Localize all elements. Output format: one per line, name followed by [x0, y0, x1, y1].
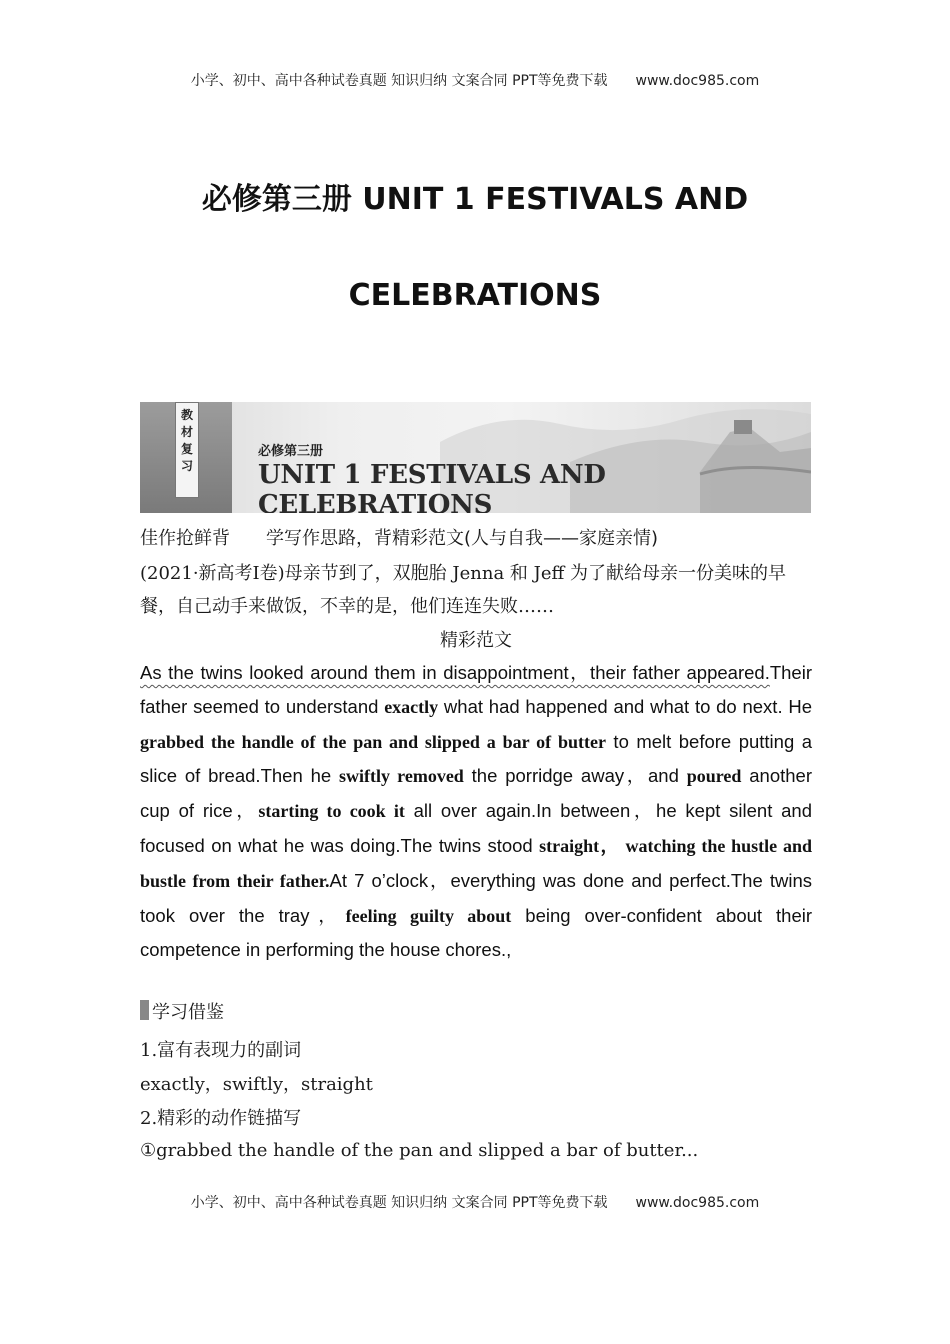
- essay-highlight: grabbed the handle of the pan and slipped a bar of butter: [140, 731, 606, 752]
- essay-text: another cup of rice，: [140, 765, 812, 822]
- learn-item-1-words: exactly，swiftly，straight: [140, 1074, 373, 1095]
- page-title-line-2: CELEBRATIONS: [348, 278, 602, 313]
- intro-line-1: (2021·新高考Ⅰ卷)母亲节到了，双胞胎 Jenna 和 Jeff 为了献给母亲一份美味的早: [140, 563, 787, 584]
- essay-highlight: swiftly removed: [338, 766, 464, 787]
- intro-label-line: [140, 524, 812, 550]
- essay-text: the porridge away，and: [463, 765, 687, 787]
- banner-tab-char: 复: [180, 442, 193, 456]
- essay-highlight: poured: [686, 766, 742, 787]
- intro-line-2: 餐，自己动手来做饭，不幸的是，他们连连失败……: [140, 596, 554, 617]
- essay-title: 精彩范文: [440, 630, 512, 651]
- essay-highlight: feeling guilty about: [345, 905, 512, 926]
- section-marker-icon: [140, 1000, 149, 1020]
- essay-text: being over-confident about their competence in performing the house chores.,: [140, 904, 813, 961]
- header-site-link[interactable]: www.doc985.com: [635, 73, 760, 89]
- header-text: 小学、初中、高中各种试卷真题 知识归纳 文案合同 PPT等免费下载: [190, 73, 608, 89]
- banner-tab-char: 教: [180, 408, 193, 422]
- essay-highlight: starting to cook it: [258, 801, 405, 822]
- footer-text: 小学、初中、高中各种试卷真题 知识归纳 文案合同 PPT等免费下载: [190, 1195, 608, 1211]
- learn-item-2: 2.精彩的动作链描写: [140, 1108, 302, 1129]
- intro-heading: 学写作思路，背精彩范文(人与自我——家庭亲情): [266, 528, 659, 549]
- footer-site-link[interactable]: www.doc985.com: [635, 1195, 760, 1211]
- learn-heading: 学习借鉴: [152, 1002, 224, 1023]
- page-title-line-1: 必修第三册 UNIT 1 FESTIVALS AND: [201, 182, 749, 217]
- model-essay: [140, 656, 812, 967]
- essay-highlight: straight， watching the hustle and bustle from their father.: [140, 835, 812, 891]
- essay-text: Their father seemed to understand: [140, 662, 812, 717]
- essay-text: what had happened and what to do next. He: [438, 695, 812, 717]
- essay-highlight: exactly: [384, 696, 439, 717]
- banner-heading: UNIT 1 FESTIVALS AND CELEBRATIONS: [258, 460, 606, 513]
- essay-text: to melt before putting a slice of bread.Then he: [140, 730, 813, 787]
- learn-item-2-sub: ①grabbed the handle of the pan and slipped a bar of butter...: [140, 1140, 699, 1161]
- banner-tab: [175, 402, 199, 498]
- banner-tab-char: 材: [180, 425, 193, 439]
- essay-opening: As the twins looked around them in disappointment，their father appeared.: [140, 662, 770, 683]
- banner-tab-char: 习: [180, 459, 193, 473]
- unit-banner: [140, 402, 811, 513]
- learn-item-1: 1.富有表现力的副词: [140, 1040, 302, 1061]
- page-header: [0, 70, 950, 90]
- page-footer: [0, 1192, 950, 1212]
- intro-label: 佳作抢鲜背: [140, 528, 230, 549]
- essay-text: all over again.In between，he kept silent and focused on what he was doing.The twins stood: [140, 800, 812, 856]
- learn-heading-line: [140, 998, 812, 1024]
- essay-text: At 7 o’clock，everything was done and perfect.The twins took over the tray，: [140, 869, 813, 926]
- banner-subtitle: 必修第三册: [258, 444, 324, 459]
